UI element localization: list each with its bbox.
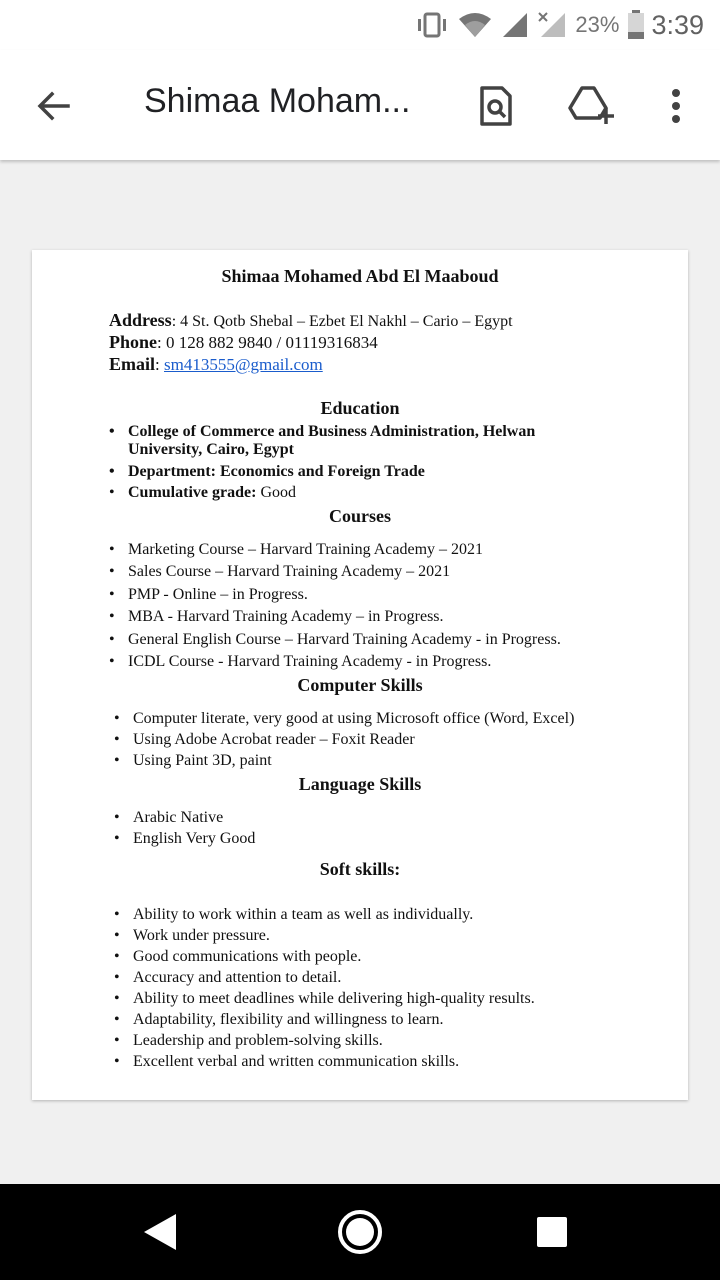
recents-square-icon (536, 1216, 568, 1248)
email-link[interactable]: sm413555@gmail.com (164, 355, 323, 374)
course-item: • Sales Course – Harvard Training Academy – 2021 (128, 562, 450, 581)
find-in-page-icon (478, 86, 514, 126)
nav-home-button[interactable] (332, 1204, 388, 1260)
signal-no-data-icon (537, 11, 567, 39)
add-to-drive-button[interactable] (566, 80, 618, 132)
language-skills-heading: Language Skills (298, 774, 422, 794)
computer-skill-item: • Using Paint 3D, paint (133, 751, 272, 770)
computer-skills-heading: Computer Skills (297, 675, 423, 695)
nav-back-button[interactable] (132, 1204, 188, 1260)
wifi-icon (457, 11, 493, 39)
address-line (109, 310, 513, 331)
education-item: • Department: Economics and Foreign Trade (128, 462, 425, 481)
phone-value: : 0 128 882 9840 / 01119316834 (157, 333, 378, 352)
find-in-page-button[interactable] (470, 80, 522, 132)
resume-name: Shimaa Mohamed Abd El Maaboud (221, 266, 499, 286)
home-circle-icon (336, 1208, 384, 1256)
document-title: Shimaa Moham... (144, 82, 411, 120)
clock: 3:39 (651, 9, 704, 40)
address-label: Address (109, 310, 172, 330)
grade-label: Cumulative grade: (128, 484, 257, 501)
soft-skill-item: • Good communications with people. (133, 947, 361, 966)
course-item: • PMP - Online – in Progress. (128, 585, 308, 604)
more-vertical-icon (670, 88, 682, 124)
nav-recents-button[interactable] (524, 1204, 580, 1260)
soft-skill-item: • Ability to work within a team as well as individually. (133, 905, 473, 924)
back-button[interactable] (30, 82, 78, 130)
course-item: • ICDL Course - Harvard Training Academy - in Progress. (128, 652, 491, 671)
email-line (109, 354, 323, 375)
course-item: • MBA - Harvard Training Academy – in Progress. (128, 607, 444, 626)
more-options-button[interactable] (650, 80, 702, 132)
language-skill-item: • Arabic Native (133, 808, 223, 827)
soft-skill-item: • Work under pressure. (133, 926, 270, 945)
soft-skill-item: • Ability to meet deadlines while delivering high-quality results. (133, 989, 535, 1008)
computer-skill-item: • Computer literate, very good at using Microsoft office (Word, Excel) (133, 709, 574, 728)
course-item: • General English Course – Harvard Training Academy - in Progress. (128, 630, 561, 649)
grade-value: Good (256, 484, 296, 501)
education-heading: Education (320, 398, 400, 418)
battery-percent: 23% (575, 12, 620, 37)
email-separator: : (155, 355, 164, 374)
education-item-continuation: University, Cairo, Egypt (128, 441, 294, 458)
vibrate-icon (415, 12, 449, 38)
soft-skill-item: • Excellent verbal and written communication skills. (133, 1052, 459, 1071)
signal-icon (501, 11, 529, 39)
app-bar (0, 50, 720, 160)
phone-label: Phone (109, 332, 158, 352)
arrow-left-icon (36, 88, 72, 124)
battery-icon (627, 10, 645, 40)
back-triangle-icon (142, 1212, 178, 1252)
soft-skill-item: • Adaptability, flexibility and willingness to learn. (133, 1010, 443, 1029)
phone-line (109, 332, 378, 353)
soft-skill-item: • Leadership and problem-solving skills. (133, 1031, 383, 1050)
email-label: Email (109, 354, 156, 374)
status-bar (0, 0, 720, 50)
education-item (128, 483, 296, 502)
address-value: : 4 St. Qotb Shebal – Ezbet El Nakhl – Cario – Egypt (171, 313, 513, 330)
soft-skill-item: • Accuracy and attention to detail. (133, 968, 341, 987)
soft-skills-heading: Soft skills: (319, 859, 401, 879)
course-item: • Marketing Course – Harvard Training Academy – 2021 (128, 540, 483, 559)
add-to-drive-icon (568, 86, 616, 126)
education-item: • College of Commerce and Business Administration, Helwan (128, 422, 535, 441)
computer-skill-item: • Using Adobe Acrobat reader – Foxit Reader (133, 730, 415, 749)
system-nav-bar (0, 1184, 720, 1280)
courses-heading: Courses (329, 506, 391, 526)
document-page[interactable] (32, 250, 688, 1100)
language-skill-item: • English Very Good (133, 829, 255, 848)
